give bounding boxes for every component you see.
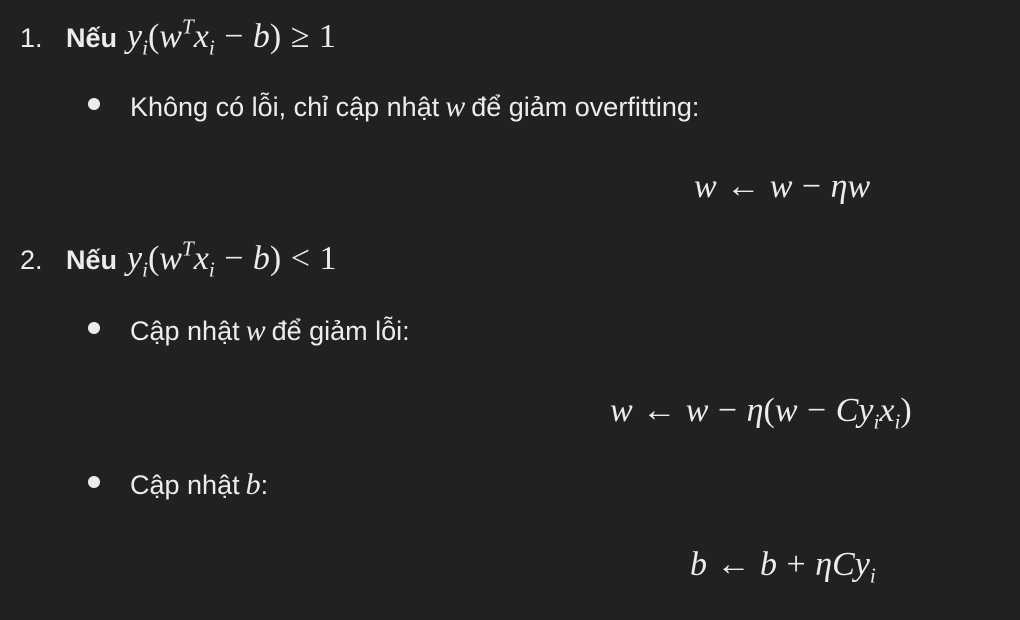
condition-keyword: Nếu (66, 245, 118, 275)
bullet-text-before: Không có lỗi, chỉ cập nhật (130, 92, 440, 122)
bullet-text-after: để giảm overfitting: (471, 92, 700, 122)
display-formula-1: w ← w − ηw (694, 168, 871, 205)
bullet-variable: w (245, 314, 266, 347)
condition-formula: $y_i(w^Tx_i - b) < 1$ (127, 236, 337, 282)
condition-formula: $y_i(w^Tx_i - b) \ge 1$ (127, 14, 336, 60)
bullet-dot (88, 476, 100, 488)
list-number: 2. (20, 245, 43, 275)
bullet-dot (88, 322, 100, 334)
bullet-text-after: : (260, 470, 269, 500)
bullet-dot (88, 98, 100, 110)
bullet-variable: w (445, 90, 466, 123)
bullet-text-before: Cập nhật (130, 316, 240, 346)
bullet-item (88, 468, 268, 502)
list-item-2-heading (20, 236, 337, 282)
bullet-variable: b (245, 468, 261, 501)
bullet-text-before: Cập nhật (130, 470, 240, 500)
list-number: 1. (20, 23, 43, 53)
condition-keyword: Nếu (66, 23, 118, 53)
bullet-text-after: để giảm lỗi: (271, 316, 410, 346)
list-item-1-heading (20, 14, 336, 60)
display-formula-2: w ← $w - \eta(w - Cy_ix_i)$ (610, 392, 912, 434)
bullet-item (88, 90, 699, 124)
display-formula-3: b ← b + ηCy$_i$ (690, 546, 876, 588)
bullet-item (88, 314, 410, 348)
